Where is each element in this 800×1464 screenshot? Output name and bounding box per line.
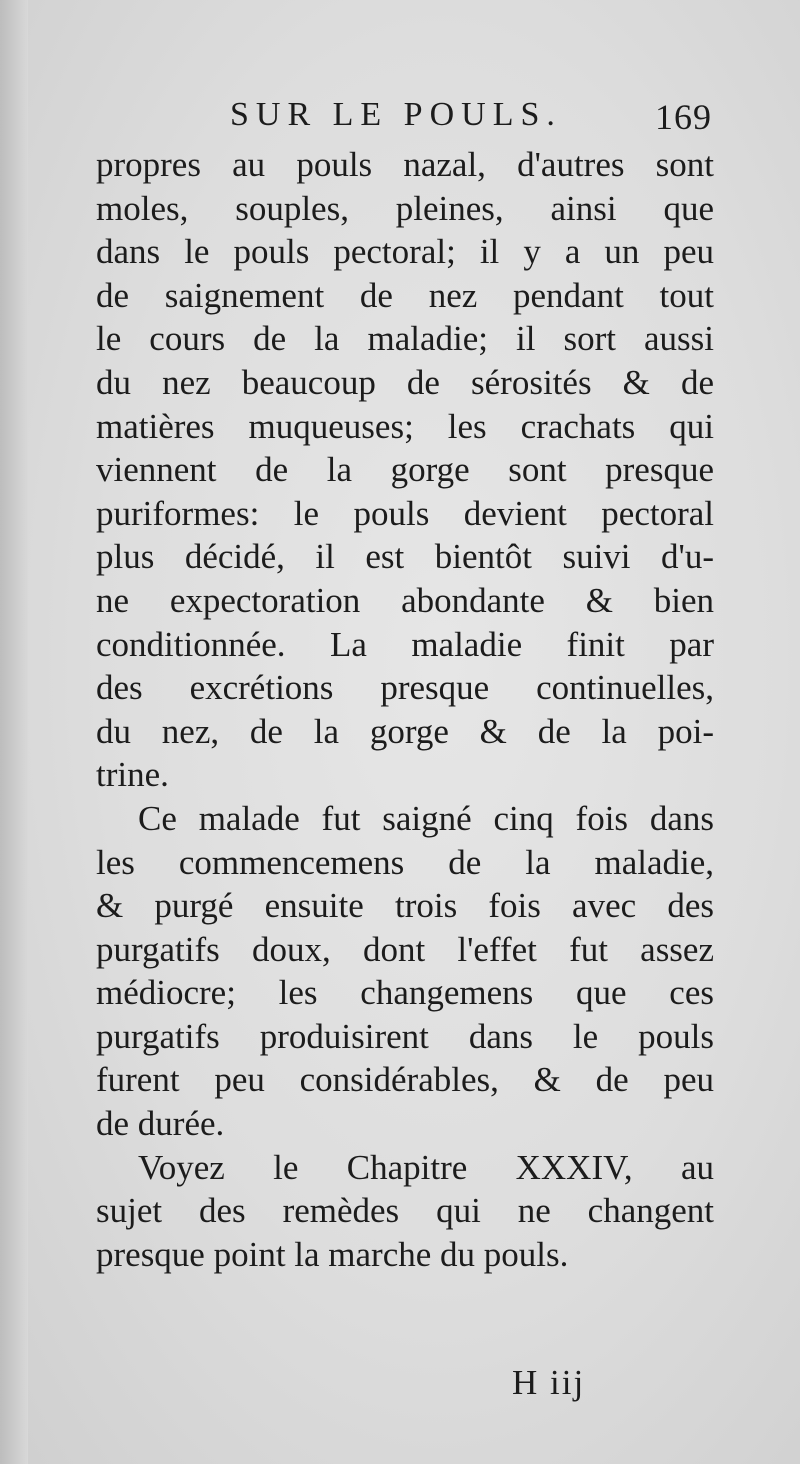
text-line: purgatifs doux, dont l'effet fut assez: [96, 929, 714, 969]
text-line: du nez beaucoup de sérosités & de: [96, 362, 714, 402]
text-line: Ce malade fut saigné cinq fois dans: [138, 798, 714, 838]
text-line: les commencemens de la maladie,: [96, 842, 714, 882]
page-gutter-shadow: [0, 0, 28, 1464]
text-line: de saignement de nez pendant tout: [96, 275, 714, 315]
text-line: trine.: [96, 755, 169, 795]
text-line: purgatifs produisirent dans le pouls: [96, 1016, 714, 1056]
text-line: Voyez le Chapitre XXXIV, au: [138, 1147, 714, 1187]
signature-mark: H iij: [512, 1363, 586, 1402]
running-head: SUR LE POULS.: [230, 96, 562, 133]
page-number: 169: [655, 97, 712, 137]
text-line: sujet des remèdes qui ne changent: [96, 1191, 714, 1231]
text-line: le cours de la maladie; il sort aussi: [96, 319, 714, 359]
text-line: & purgé ensuite trois fois avec des: [96, 886, 714, 926]
text-line: de durée.: [96, 1104, 225, 1144]
text-line: presque point la marche du pouls.: [96, 1234, 569, 1274]
text-line: matières muqueuses; les crachats qui: [96, 406, 714, 446]
text-line: médiocre; les changemens que ces: [96, 973, 714, 1013]
text-line: viennent de la gorge sont presque: [96, 450, 714, 490]
text-line: furent peu considérables, & de peu: [96, 1060, 714, 1100]
text-line: plus décidé, il est bientôt suivi d'u-: [96, 537, 714, 577]
body-text: [96, 143, 714, 1276]
text-line: dans le pouls pectoral; il y a un peu: [96, 232, 714, 272]
text-line: conditionnée. La maladie finit par: [96, 624, 714, 664]
page-header: [96, 96, 712, 140]
text-line: propres au pouls nazal, d'autres sont: [96, 145, 714, 184]
text-line: puriformes: le pouls devient pectoral: [96, 493, 714, 533]
text-line: moles, souples, pleines, ainsi que: [96, 188, 714, 228]
text-line: du nez, de la gorge & de la poi-: [96, 711, 714, 751]
text-line: ne expectoration abondante & bien: [96, 580, 714, 620]
text-line: des excrétions presque continuelles,: [96, 668, 714, 708]
